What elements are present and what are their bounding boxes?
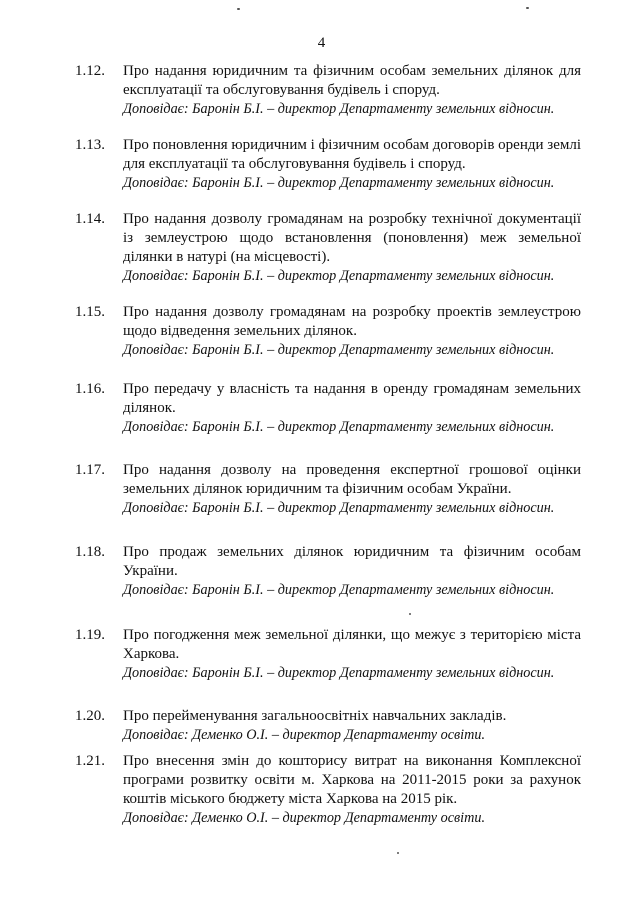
item-topic: Про погодження меж земельної ділянки, що межує з територією міста Харкова. (123, 627, 581, 662)
item-topic: Про продаж земельних ділянок юридичним та фізичним особам України. (123, 544, 581, 579)
page-number: 4 (317, 35, 326, 51)
item-reporter: Доповідає: Деменко О.І. – директор Департаменту освіти. (123, 727, 486, 743)
item-number: 1.19. (75, 627, 105, 643)
item-number: 1.18. (75, 544, 105, 560)
item-body (123, 303, 581, 359)
item-reporter: Доповідає: Деменко О.І. – директор Департаменту освіти. (123, 810, 486, 826)
scan-speck (526, 7, 529, 9)
item-topic: Про внесення змін до кошторису витрат на виконання Комплексної програми розвитку освіти м. Харкова на 2011-2015 роки за рахунок коштів міського бюджету міста Харкова на 2015 рік. (123, 753, 581, 807)
scan-speck (397, 852, 399, 854)
item-topic: Про передачу у власність та надання в оренду громадянам земельних ділянок. (123, 381, 581, 416)
item-body (123, 707, 581, 744)
item-number: 1.15. (75, 304, 105, 320)
scan-speck (237, 8, 240, 10)
item-body (123, 626, 581, 682)
item-reporter: Доповідає: Баронін Б.І. – директор Департаменту земельних відносин. (123, 419, 555, 435)
item-reporter: Доповідає: Баронін Б.І. – директор Департаменту земельних відносин. (123, 101, 555, 117)
item-topic: Про поновлення юридичним і фізичним особам договорів оренди землі для експлуатації та обслуговування будівель і споруд. (123, 137, 581, 172)
item-number: 1.16. (75, 381, 105, 397)
item-topic: Про перейменування загальноосвітніх навчальних закладів. (123, 708, 507, 724)
item-reporter: Доповідає: Баронін Б.І. – директор Департаменту земельних відносин. (123, 500, 555, 516)
item-body (123, 210, 581, 285)
item-topic: Про надання дозволу громадянам на розробку технічної документації із землеустрою щодо встановлення (поновлення) меж земельної ділянки в натурі (на місцевості). (123, 211, 581, 265)
item-number: 1.12. (75, 63, 105, 79)
item-reporter: Доповідає: Баронін Б.І. – директор Департаменту земельних відносин. (123, 342, 555, 358)
item-reporter: Доповідає: Баронін Б.І. – директор Департаменту земельних відносин. (123, 665, 555, 681)
item-reporter: Доповідає: Баронін Б.І. – директор Департаменту земельних відносин. (123, 175, 555, 191)
item-reporter: Доповідає: Баронін Б.І. – директор Департаменту земельних відносин. (123, 268, 555, 284)
item-body (123, 136, 581, 192)
item-body (123, 461, 581, 517)
item-topic: Про надання дозволу на проведення експертної грошової оцінки земельних ділянок юридичним та фізичним особам України. (123, 462, 581, 497)
item-number: 1.21. (75, 753, 105, 769)
item-number: 1.17. (75, 462, 105, 478)
item-topic: Про надання дозволу громадянам на розробку проектів землеустрою щодо відведення земельних ділянок. (123, 304, 581, 339)
item-number: 1.20. (75, 708, 105, 724)
item-body (123, 543, 581, 599)
scan-speck (409, 613, 411, 615)
item-topic: Про надання юридичним та фізичним особам земельних ділянок для експлуатації та обслуговування будівель і споруд. (123, 63, 581, 98)
item-body (123, 62, 581, 118)
item-number: 1.13. (75, 137, 105, 153)
item-body (123, 380, 581, 436)
item-reporter: Доповідає: Баронін Б.І. – директор Департаменту земельних відносин. (123, 582, 555, 598)
item-body (123, 752, 581, 827)
item-number: 1.14. (75, 211, 105, 227)
